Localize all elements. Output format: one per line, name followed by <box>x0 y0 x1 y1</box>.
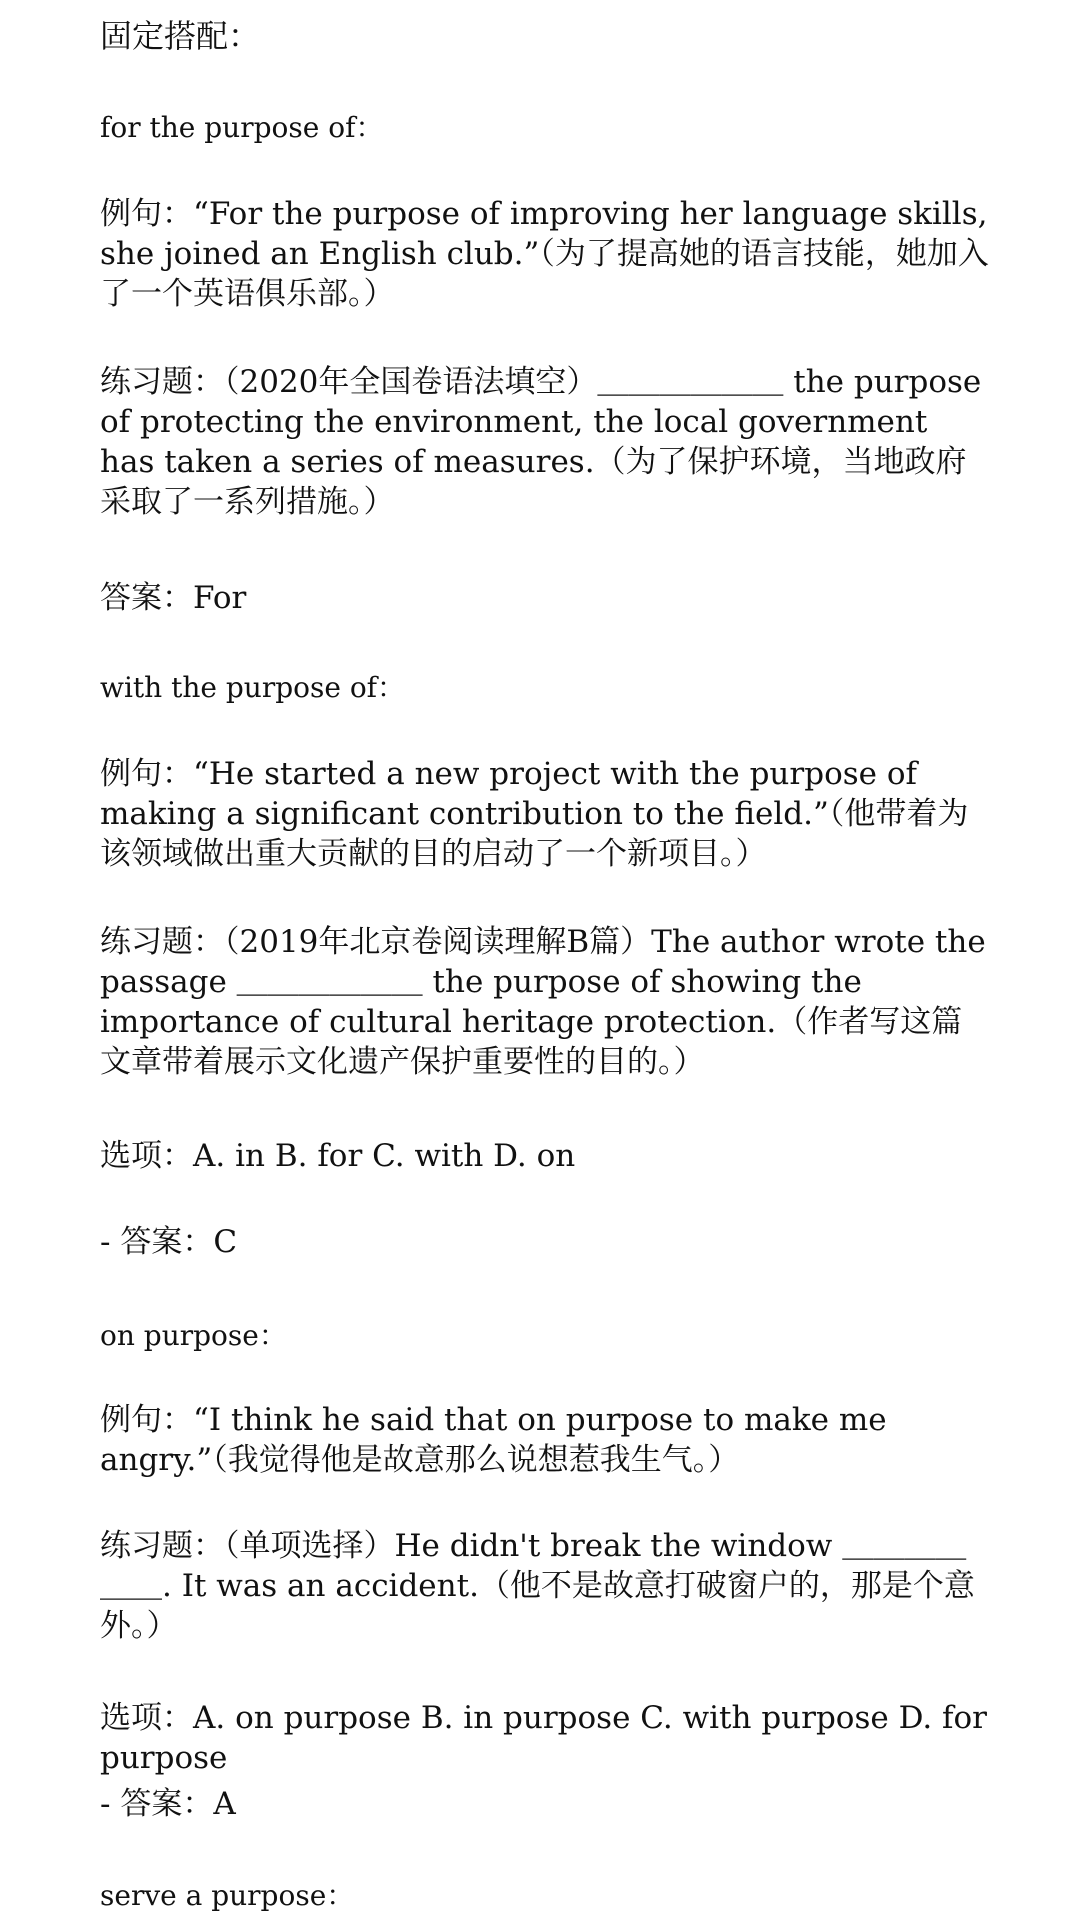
options-line: 选项：A. on purpose B. in purpose C. with purpose D. for purpose <box>100 1700 987 1776</box>
answer-line: - 答案：C <box>100 1224 238 1260</box>
example-sentence: 例句：“He started a new project with the purpose of making a significant contribution to the field.”（他带着为该领域做出重大贡献的目的启动了一个新项目。） <box>100 756 969 872</box>
example-sentence: 例句：“I think he said that on purpose to make me angry.”（我觉得他是故意那么说想惹我生气。） <box>100 1402 887 1478</box>
exercise-question: 练习题：（2019年北京卷阅读理解B篇）The author wrote the passage ＿＿＿＿＿＿ the purpose of showing the importance of cultural heritage protection.（作者写这篇文章带着展示文化遗产保护重要性的目的。） <box>100 924 986 1080</box>
term-for-the-purpose-of: for the purpose of： <box>100 111 384 144</box>
section-title: 固定搭配： <box>100 17 261 55</box>
term-serve-a-purpose: serve a purpose： <box>100 1879 355 1912</box>
exercise-question: 练习题：（2020年全国卷语法填空）＿＿＿＿＿＿ the purpose of protecting the environment, the local government has taken a series of measures.（为了保护环境，当地政府采取了一系列措施。） <box>100 364 982 520</box>
answer-line: 答案：For <box>100 580 247 616</box>
example-sentence: 例句：“For the purpose of improving her language skills, she joined an English club.”（为了提高她的语言技能，她加入了一个英语俱乐部。） <box>100 196 989 312</box>
exercise-question: 练习题：（单项选择）He didn't break the window ＿＿＿＿＿＿. It was an accident.（他不是故意打破窗户的，那是个意外。） <box>100 1528 975 1644</box>
answer-line: - 答案：A <box>100 1786 236 1822</box>
options-line: 选项：A. in B. for C. with D. on <box>100 1138 576 1174</box>
term-on-purpose: on purpose： <box>100 1319 287 1352</box>
term-with-the-purpose-of: with the purpose of： <box>100 671 406 704</box>
